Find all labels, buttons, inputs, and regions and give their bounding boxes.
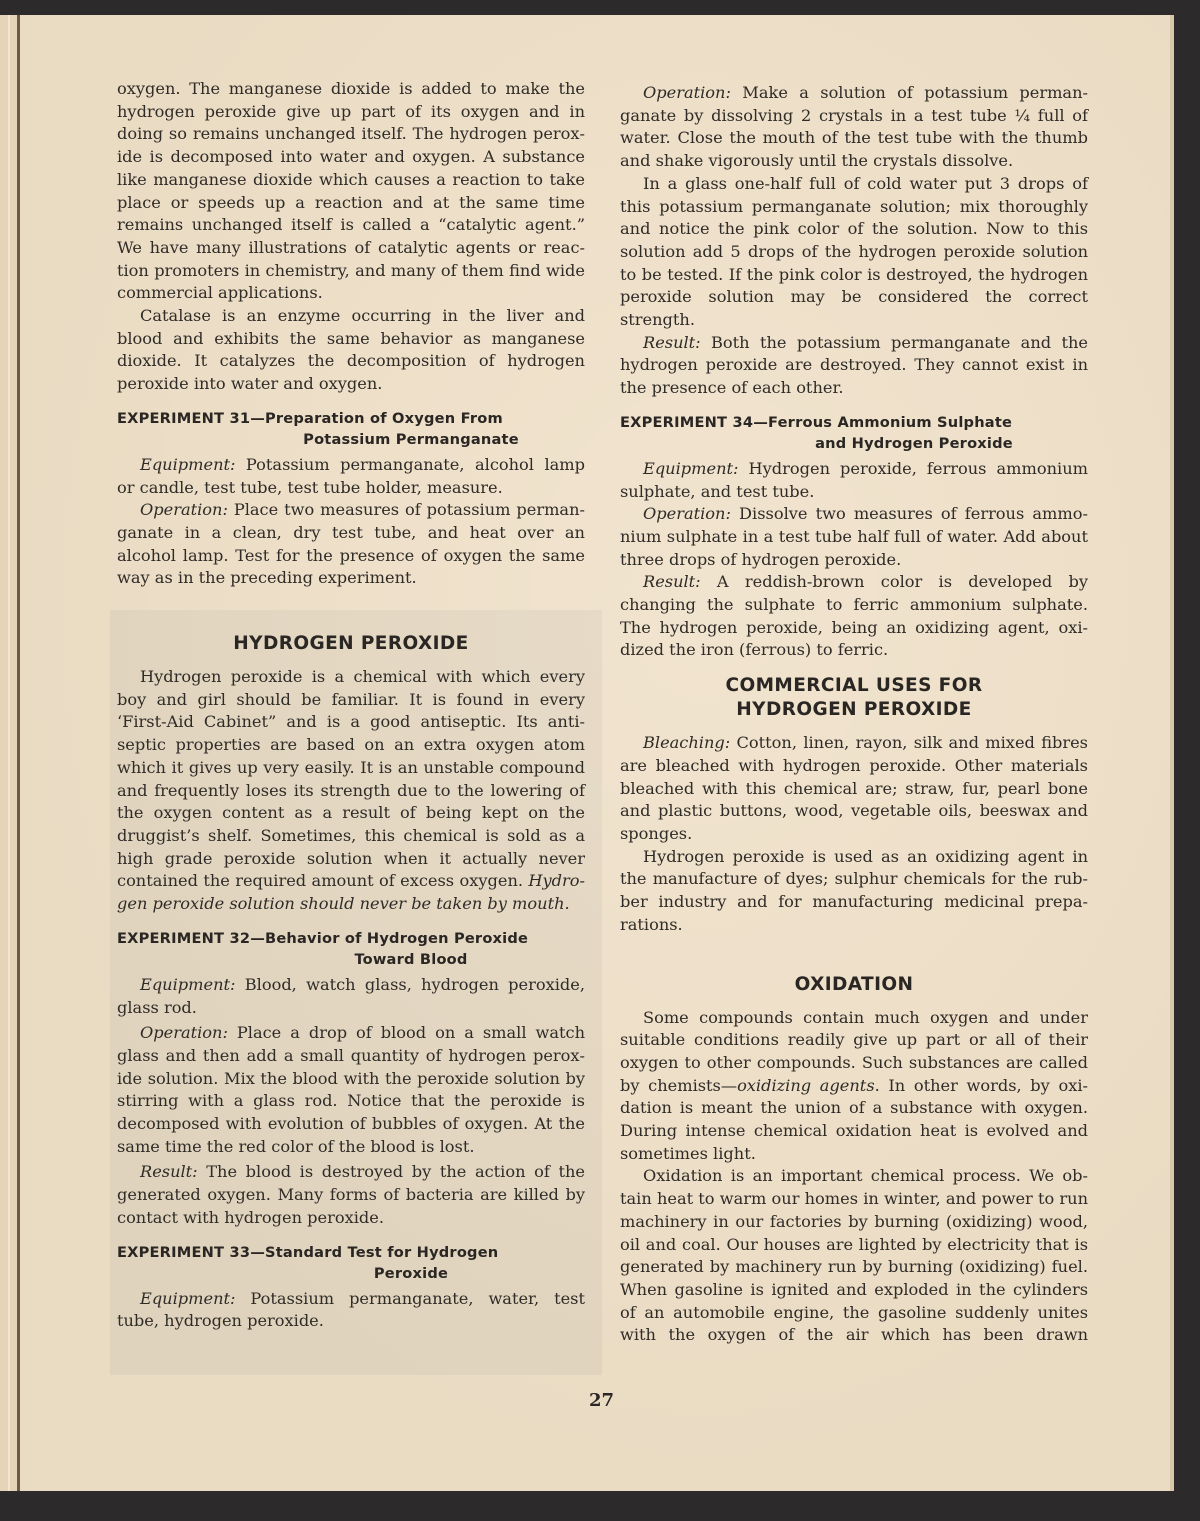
- page-edge: [1170, 15, 1174, 1491]
- equipment-label: Equipment:: [140, 974, 236, 994]
- experiment-32-heading: [117, 928, 585, 970]
- experiment-34-title: EXPERIMENT 34—Ferrous Ammonium Sulphate: [620, 413, 1013, 431]
- operation-text: Dissolve two measures of ferrous ammonium sulphate in a test tube half full of water. Add about three drops of hydrogen peroxide.: [620, 504, 1088, 569]
- intro-paragraph: oxygen. The manganese dioxide is added to make the hydrogen peroxide give up part of its oxygen and in doing so remains unchanged itself. The hydrogen peroxide is decomposed into water and oxygen. A substance like manganese dioxide which causes a reaction to take place or speeds up a reaction and at the same time remains unchanged itself is called a “catalytic agent.” We have many illustrations of catalytic agents or reaction promoters in chemistry, and many of them find wide commercial applications.: [117, 79, 585, 303]
- experiment-31-operation: [117, 499, 585, 590]
- commercial-uses-heading: [620, 674, 1088, 722]
- operation-text: Place two measures of potassium permanganate in a clean, dry test tube, and heat over an alcohol lamp. Test for the presence of oxygen the same way as in the preceding experiment.: [117, 500, 585, 588]
- experiment-33-subtitle: Peroxide: [373, 1264, 449, 1282]
- experiment-34-heading: [620, 412, 1088, 454]
- equipment-text: Potassium permanganate, alcohol lamp or candle, test tube, test tube holder, measure.: [117, 454, 585, 497]
- operation-label: Operation:: [643, 504, 731, 524]
- right-column: [620, 82, 1088, 1347]
- experiment-33-operation: [620, 82, 1088, 173]
- experiment-32-subtitle: Toward Blood: [354, 950, 468, 968]
- result-text: The blood is destroyed by the action of the generated oxygen. Many forms of bacteria are killed by contact with hydrogen peroxide.: [117, 1162, 585, 1227]
- page-number: 27: [589, 1390, 615, 1411]
- equipment-label: Equipment:: [140, 1288, 236, 1308]
- oxidation-text: Some compounds contain much oxygen and under suitable conditions readily give up part or all of their oxygen to other compounds. Such substances are called by chemists—: [620, 1007, 1088, 1095]
- experiment-33-title: EXPERIMENT 33—Standard Test for Hydrogen: [117, 1243, 499, 1261]
- experiment-33-equipment: [117, 1288, 585, 1333]
- experiment-31-equipment: [117, 454, 585, 499]
- experiment-34-equipment: [620, 458, 1088, 503]
- equipment-text: Potassium permanganate, water, test tube, hydrogen peroxide.: [117, 1288, 585, 1331]
- oxidizing-agents-term: oxidizing agents: [737, 1075, 875, 1095]
- experiment-31-title: EXPERIMENT 31—Preparation of Oxygen From: [117, 409, 503, 427]
- operation-label: Operation:: [643, 83, 731, 102]
- experiment-34-operation: [620, 503, 1088, 571]
- bleaching-label: Bleaching:: [643, 733, 731, 753]
- oxidation-text-cont: . In other words, by oxidation is meant the union of a substance with oxygen. During intense chemical oxidation heat is evolved and sometimes light.: [620, 1075, 1088, 1163]
- hydrogen-peroxide-heading: HYDROGEN PEROXIDE: [233, 633, 469, 655]
- operation-label: Operation:: [140, 1023, 228, 1043]
- equipment-text: Blood, watch glass, hydrogen peroxide, glass rod.: [117, 974, 585, 1017]
- result-text: Both the potassium permanganate and the hydrogen peroxide are destroyed. They cannot exist in the presence of each other.: [620, 332, 1088, 398]
- result-text: A reddish-brown color is developed by changing the sulphate to ferric ammonium sulphate. The hydrogen peroxide, being an oxidizing agent, oxidized the iron (ferrous) to ferric.: [620, 572, 1088, 660]
- experiment-31-subtitle: Potassium Permanganate: [303, 430, 519, 448]
- experiment-33-procedure: In a glass one-half full of cold water put 3 drops of this potassium permanganate solution; mix thoroughly and notice the pink color of the solution. Now to this solution add 5 drops of the hydrogen peroxide solution to be tested. If the pink color is destroyed, the hydrogen peroxide solution may be considered the correct strength.: [620, 173, 1088, 330]
- result-label: Result:: [140, 1162, 198, 1182]
- bleaching-paragraph: [620, 732, 1088, 846]
- experiment-32-operation: [117, 1022, 585, 1158]
- equipment-label: Equipment:: [643, 458, 739, 478]
- oxidation-paragraph-2: Oxidation is an important chemical process. We obtain heat to warm our homes in winter, and power to run machinery in our factories by burning (oxidizing) wood, oil and coal. Our houses are lighted by electricity that is generated by machinery run by burning (oxidizing) fuel. When gasoline is ignited and exploded in the cylinders of an automobile engine, the gasoline suddenly unites with the oxygen of the air which has been drawn: [620, 1166, 1088, 1345]
- spine-highlight: [8, 15, 10, 1491]
- operation-label: Operation:: [140, 500, 228, 520]
- hydrogen-peroxide-body: Hydrogen peroxide is a chemical with which every boy and girl should be familiar. It is found in every ‘First-Aid Cabinet” and is a good antiseptic. Its antiseptic properties are based on an extra oxygen atom which it gives up very easily. It is an unstable compound and frequently loses its strength due to the lowering of the oxygen content as a result of being kept on the druggist’s shelf. Sometimes, this chemical is sold as a high grade peroxide solution when it actually never contained the required amount of excess oxygen.: [117, 667, 585, 891]
- operation-text: Make a solution of potassium permanganate by dissolving 2 crystals in a test tube ¼ full of water. Close the mouth of the test tube with the thumb and shake vigorously until the crystals dissolve.: [620, 83, 1088, 171]
- oxidizing-agent-paragraph: Hydrogen peroxide is used as an oxidizing agent in the manufacture of dyes; sulphur chemicals for the rubber industry and for manufacturing medicinal preparations.: [620, 846, 1088, 934]
- result-label: Result:: [643, 572, 701, 592]
- commercial-uses-heading-line2: HYDROGEN PEROXIDE: [736, 699, 972, 721]
- result-label: Result:: [643, 332, 701, 352]
- operation-text: Place a drop of blood on a small watch glass and then add a small quantity of hydrogen peroxide solution. Mix the blood with the peroxide solution by stirring with a glass rod. Notice that the peroxide is decomposed with evolution of bubbles of oxygen. At the same time the red color of the blood is lost.: [117, 1023, 585, 1156]
- oxidation-heading: OXIDATION: [794, 973, 914, 995]
- equipment-label: Equipment:: [140, 454, 236, 474]
- experiment-34-result: [620, 571, 1088, 662]
- experiment-32-result: [117, 1161, 585, 1229]
- experiment-32-equipment: [117, 974, 585, 1019]
- experiment-33-heading: [117, 1242, 585, 1284]
- experiment-31-heading: [117, 408, 585, 450]
- hydrogen-peroxide-paragraph: [117, 666, 585, 916]
- left-column: [117, 78, 585, 1333]
- warning-text: Hydrogen peroxide solution should never be taken by mouth.: [117, 871, 585, 914]
- oxidation-paragraph-1: [620, 1007, 1088, 1166]
- equipment-text: Hydrogen peroxide, ferrous ammonium sulphate, and test tube.: [620, 458, 1088, 501]
- catalase-paragraph: Catalase is an enzyme occurring in the liver and blood and exhibits the same behavior as manganese dioxide. It catalyzes the decomposition of hydrogen peroxide into water and oxygen.: [117, 306, 585, 394]
- experiment-33-result: [620, 332, 1088, 400]
- experiment-34-subtitle: and Hydrogen Peroxide: [815, 434, 1013, 452]
- bleaching-text: Cotton, linen, rayon, silk and mixed fibres are bleached with hydrogen peroxide. Other materials bleached with this chemical are; straw, fur, pearl bone and plastic buttons, wood, vegetable oils, beeswax and sponges.: [620, 733, 1088, 843]
- spine-fold-line: [17, 15, 20, 1491]
- experiment-32-title: EXPERIMENT 32—Behavior of Hydrogen Peroxide: [117, 929, 529, 947]
- commercial-uses-heading-line1: COMMERCIAL USES FOR: [725, 675, 983, 697]
